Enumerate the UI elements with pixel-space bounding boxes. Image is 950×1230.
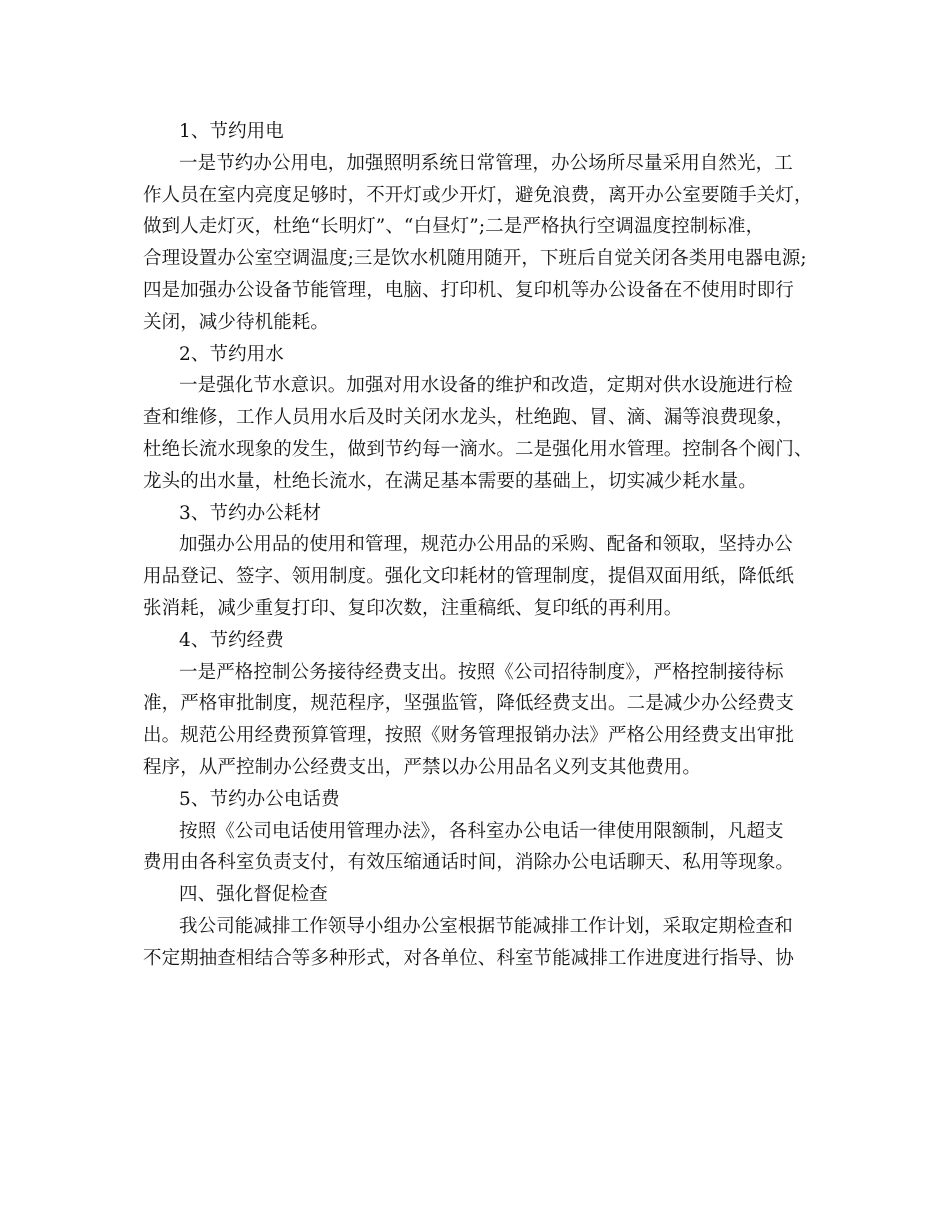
text-line: 不定期抽查相结合等多种形式，对各单位、科室节能减排工作进度进行指导、协 bbox=[143, 947, 795, 969]
text-line: 杜绝长流水现象的发生，做到节约每一滴水。二是强化用水管理。控制各个阀门、 bbox=[143, 438, 813, 460]
text-line: 按照《公司电话使用管理办法》，各科室办公电话一律使用限额制，凡超支 bbox=[179, 820, 784, 842]
text-line: 合理设置办公室空调温度;三是饮水机随用随开，下班后自觉关闭各类用电器电源; bbox=[143, 248, 807, 270]
text-line: 4、节约经费 bbox=[179, 629, 284, 651]
text-line: 费用由各科室负责支付，有效压缩通话时间，消除办公电话聊天、私用等现象。 bbox=[143, 852, 795, 874]
text-line: 准，严格审批制度，规范程序，坚强监管，降低经费支出。二是减少办公经费支 bbox=[143, 693, 795, 715]
text-line: 程序，从严控制办公经费支出，严禁以办公用品名义列支其他费用。 bbox=[143, 756, 702, 778]
text-line: 做到人走灯灭，杜绝“长明灯”、“白昼灯”;二是严格执行空调温度控制标准， bbox=[143, 216, 765, 238]
text-line: 一是强化节水意识。加强对用水设备的维护和改造，定期对供水设施进行检 bbox=[179, 375, 793, 397]
text-line: 3、节约办公耗材 bbox=[179, 502, 322, 524]
text-line: 1、节约用电 bbox=[179, 121, 284, 142]
text-line: 张消耗，减少重复打印、复印次数，注重稿纸、复印纸的再利用。 bbox=[143, 597, 683, 619]
text-line: 四是加强办公设备节能管理，电脑、打印机、复印机等办公设备在不使用时即行 bbox=[143, 279, 795, 301]
text-line: 查和维修，工作人员用水后及时关闭水龙头，杜绝跑、冒、滴、漏等浪费现象， bbox=[143, 407, 795, 429]
text-line: 5、节约办公电话费 bbox=[179, 788, 340, 810]
text-line: 用品登记、签字、领用制度。强化文印耗材的管理制度，提倡双面用纸，降低纸 bbox=[143, 566, 795, 588]
text-line: 2、节约用水 bbox=[179, 343, 284, 365]
text-line: 龙头的出水量，杜绝长流水，在满足基本需要的基础上，切实减少耗水量。 bbox=[143, 470, 757, 492]
text-line: 一是节约办公用电，加强照明系统日常管理，办公场所尽量采用自然光，工 bbox=[179, 152, 793, 174]
text-line: 加强办公用品的使用和管理，规范办公用品的采购、配备和领取，坚持办公 bbox=[179, 534, 793, 556]
text-line: 一是严格控制公务接待经费支出。按照《公司招待制度》，严格控制接待标 bbox=[179, 661, 784, 683]
text-line: 出。规范公用经费预算管理，按照《财务管理报销办法》严格公用经费支出审批 bbox=[143, 725, 795, 747]
document-body bbox=[143, 116, 823, 975]
text-line: 四、强化督促检查 bbox=[179, 884, 328, 906]
text-line: 作人员在室内亮度足够时，不开灯或少开灯，避免浪费，离开办公室要随手关灯， bbox=[143, 184, 813, 206]
text-line: 关闭，减少待机能耗。 bbox=[143, 311, 330, 333]
text-line: 我公司能减排工作领导小组办公室根据节能减排工作计划，采取定期检查和 bbox=[179, 915, 793, 937]
